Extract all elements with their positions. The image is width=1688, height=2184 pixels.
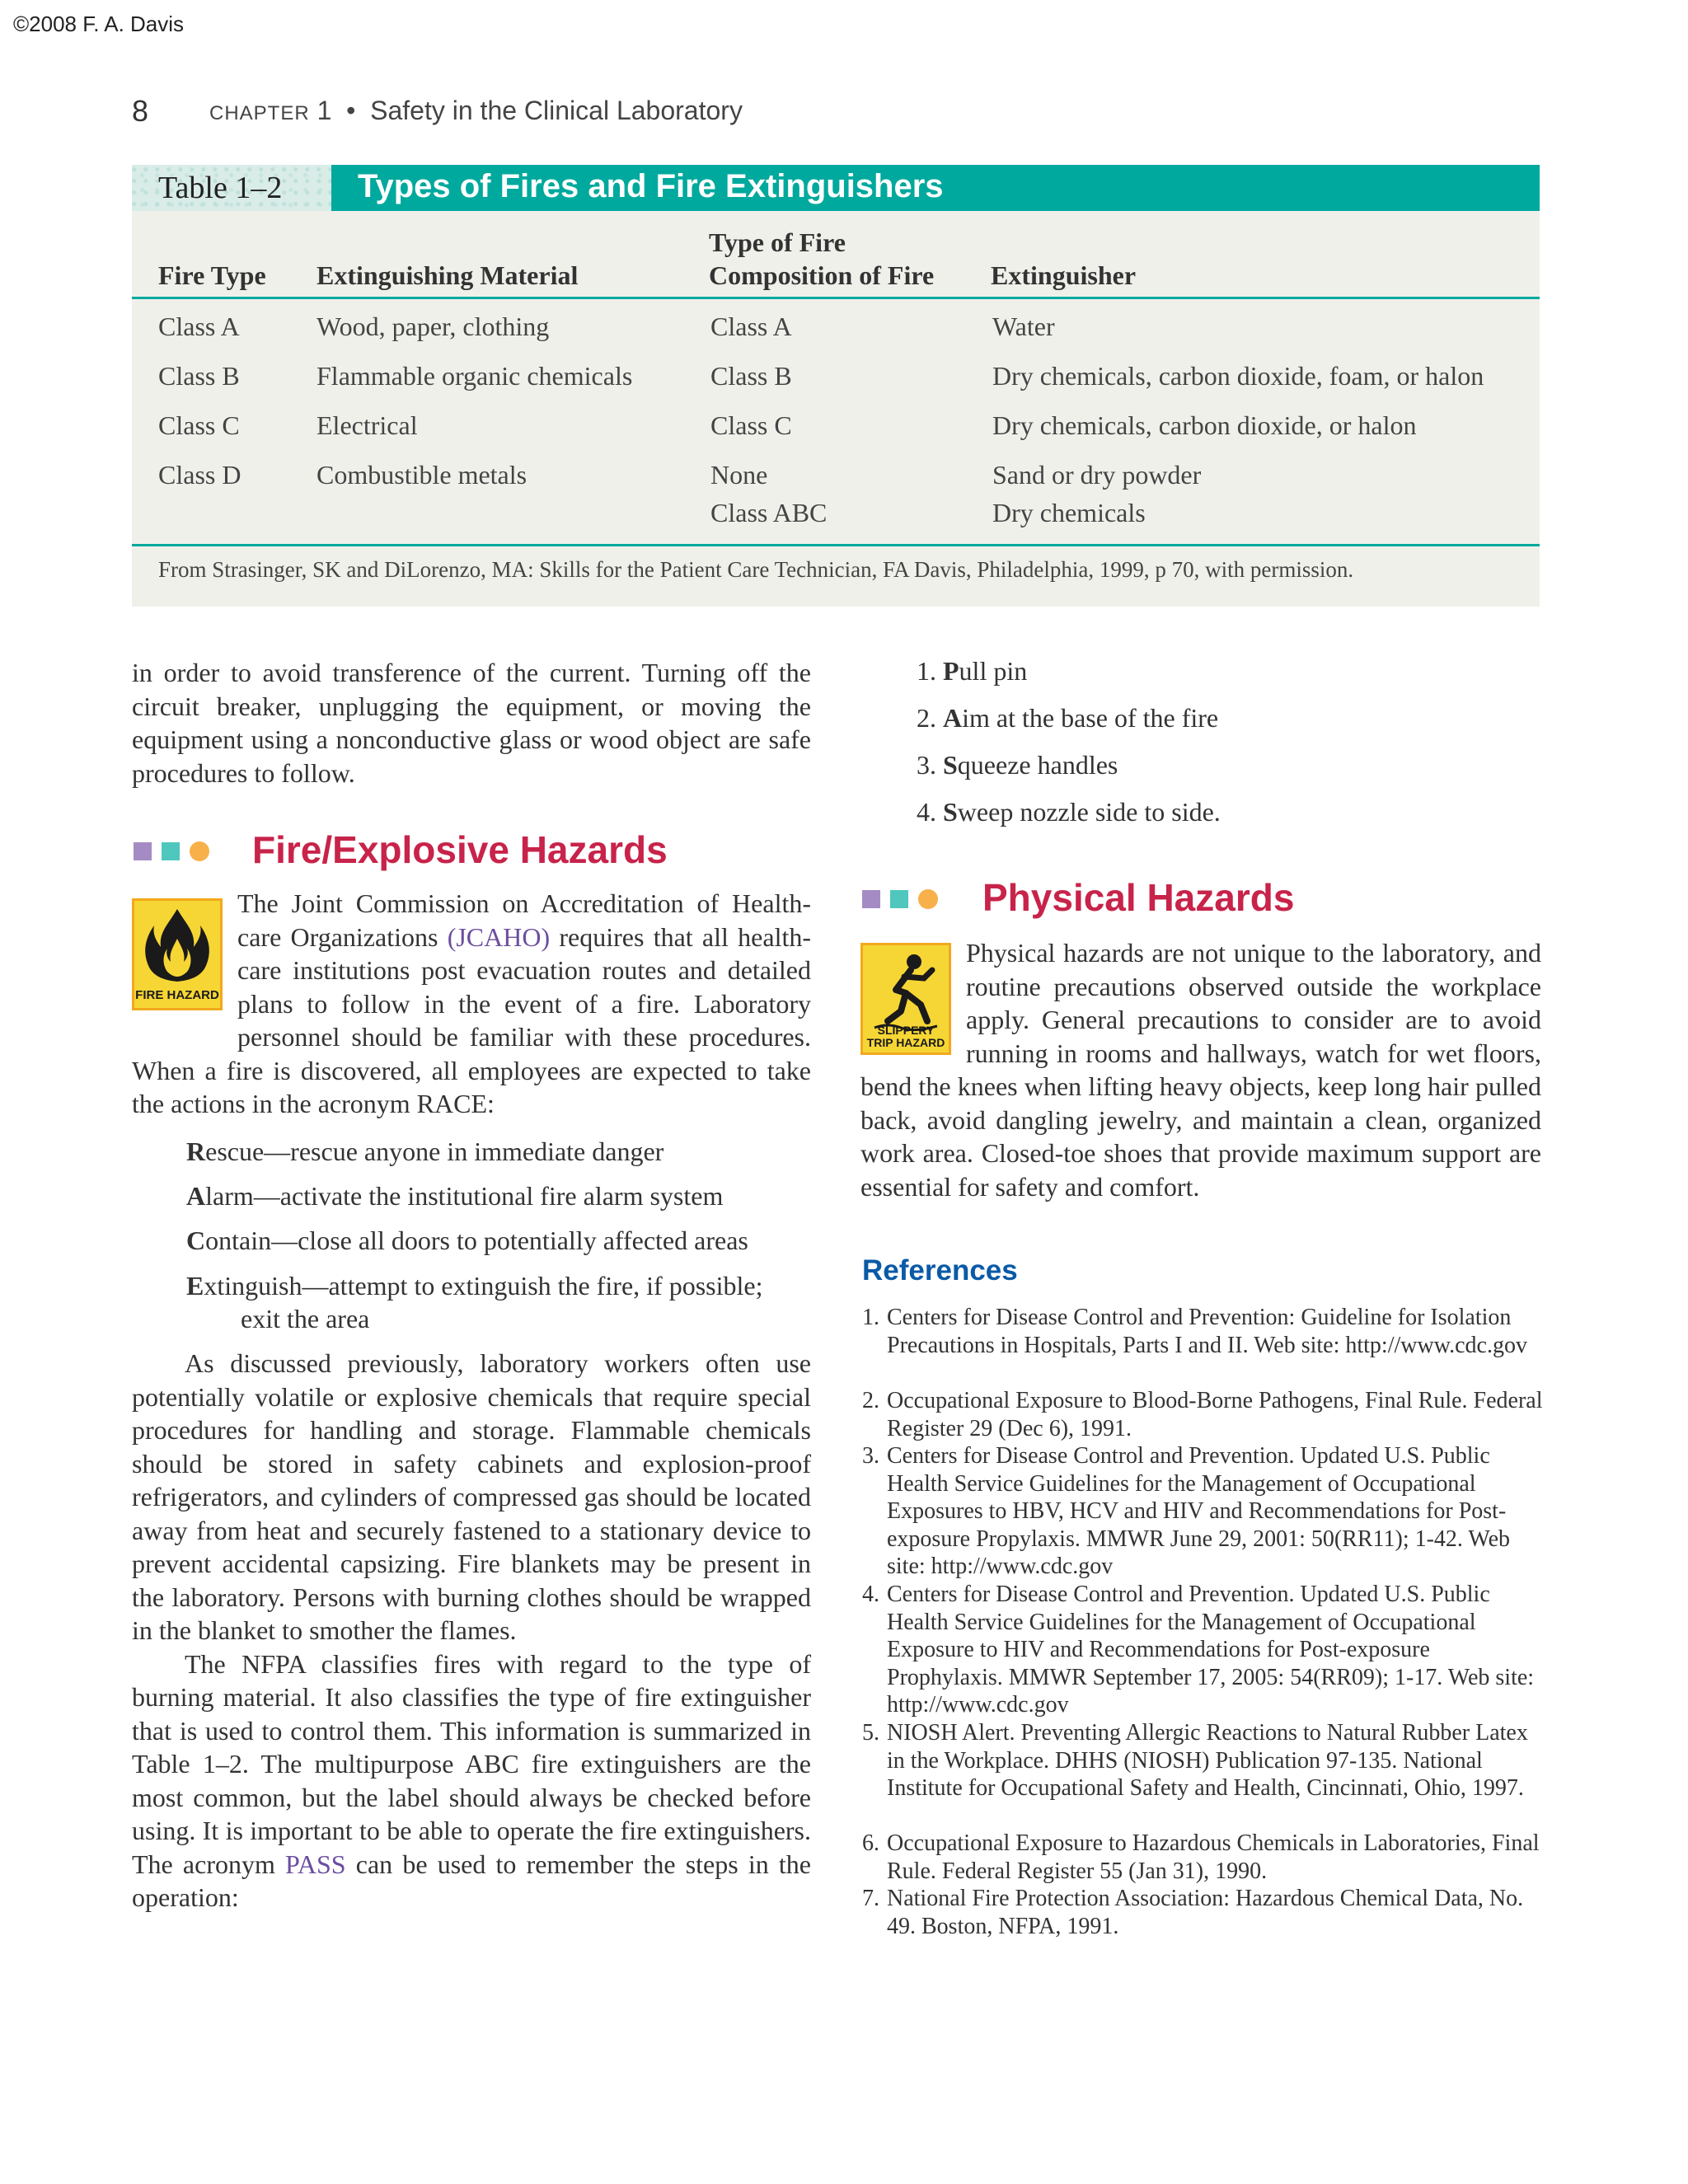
header-fire-type: Fire Type bbox=[158, 260, 266, 290]
jcaho-text: requires that all health-care institutions post evacuation routes and detailed plans to follow in the event of a fire. Laboratory personnel should be familiar with these procedures. When a fire is discovered, all employees are expected to take the actions in the acronym RACE: bbox=[132, 921, 811, 1118]
nfpa-text-part: The NFPA classifies fires with regard to the type of burning material. It also classifies the type of fire extinguisher that is used to control them. This information is summarized in Table 1–2. The multipurpose ABC fire extinguishers are the most common, but the label should always be checked before using. It is important to be able to operate the fire extinguishers. The acronym bbox=[132, 1648, 811, 1879]
intro-paragraph: in order to avoid transference of the current. Turning off the circuit breaker, unplugging the equipment, or moving the equipment using a nonconductive glass or wood object are safe procedures to follow. bbox=[132, 658, 811, 788]
pass-text: ull pin bbox=[959, 656, 1028, 686]
nfpa-text bbox=[132, 1647, 811, 1915]
pass-letter: S bbox=[943, 750, 958, 780]
table-label: Table 1–2 bbox=[158, 171, 283, 205]
table-cell: None bbox=[710, 460, 768, 490]
physical-hazards-paragraph bbox=[860, 936, 1541, 1203]
fire-hazard-icon-label: FIRE HAZARD bbox=[135, 988, 219, 1002]
table-label-box bbox=[132, 165, 331, 211]
pass-step-number: 1. bbox=[917, 656, 936, 686]
table-cell: Class A bbox=[158, 312, 240, 341]
race-item-rescue bbox=[186, 1135, 663, 1168]
table-cell: Water bbox=[992, 312, 1055, 341]
reference-number: 3. bbox=[862, 1443, 879, 1469]
reference-item bbox=[862, 1442, 1546, 1581]
table-title: Types of Fires and Fire Extinguishers bbox=[358, 168, 944, 204]
race-text: xtinguish—attempt to extinguish the fire, if possible; bbox=[204, 1271, 763, 1301]
slippery-label-line: SLIPPERY bbox=[877, 1024, 935, 1037]
race-text: larm—activate the institutional fire alarm system bbox=[205, 1181, 724, 1211]
physical-hazards-text: Physical hazards are not unique to the laboratory, and routine precautions observed outside the workplace apply. General precautions to consider are to avoid running in rooms and hallways, watch for wet floors, bend the knees when lifting heavy objects, keep long hair pulled back, avoid dangling jewelry, and maintain a clean, organized work area. Closed-toe shoes that provide maximum support are essential for safety and comfort. bbox=[860, 938, 1541, 1202]
reference-text: NIOSH Alert. Preventing Allergic Reactions to Natural Rubber Latex in the Workplace. DHHS (NIOSH) Publication 97-135. National Institute for Occupational Safety and Health, Cincinnati, Ohio, 1997. bbox=[887, 1720, 1528, 1801]
table-cell: Class ABC bbox=[710, 498, 828, 527]
race-text: escue—rescue anyone in immediate danger bbox=[205, 1137, 664, 1166]
table-cell: Class D bbox=[158, 460, 241, 490]
fire-types-table bbox=[132, 165, 1540, 607]
chapter-title: Safety in the Clinical Laboratory bbox=[370, 96, 743, 125]
bullet-separator: • bbox=[346, 96, 356, 125]
reference-text: Centers for Disease Control and Prevention: Guideline for Isolation Precautions in Hospitals, Parts I and II. Web site: http://www.cdc.gov bbox=[887, 1305, 1527, 1358]
table-cell: Electrical bbox=[316, 410, 418, 440]
table-cell: Class B bbox=[158, 361, 240, 391]
heading-dot-orange bbox=[190, 841, 209, 861]
physical-hazards-heading: Physical Hazards bbox=[982, 876, 1295, 919]
pass-step-4 bbox=[917, 797, 1221, 827]
table-bottom-rule bbox=[132, 544, 1540, 546]
pass-acronym: PASS bbox=[285, 1849, 346, 1879]
race-text: ontain—close all doors to potentially affected areas bbox=[205, 1226, 748, 1255]
pass-letter: P bbox=[943, 656, 959, 686]
header-type-of-fire: Type of Fire bbox=[709, 227, 846, 257]
race-item-alarm bbox=[186, 1179, 723, 1212]
pass-step-2 bbox=[917, 703, 1218, 733]
race-letter: C bbox=[186, 1226, 206, 1255]
header-rule bbox=[132, 297, 1540, 299]
table-source-note: From Strasinger, SK and DiLorenzo, MA: Skills for the Patient Care Technician, FA Davis, Philadelphia, 1999, p 70, with permission. bbox=[158, 557, 1354, 582]
chapter-number: 1 bbox=[316, 96, 332, 125]
pass-step-3 bbox=[917, 750, 1118, 780]
race-item-extinguish-cont: exit the area bbox=[241, 1304, 370, 1333]
jcaho-paragraph bbox=[132, 887, 811, 1121]
reference-text: Centers for Disease Control and Prevention. Updated U.S. Public Health Service Guidelines for the Management of Occupational Exposure to HIV and Recommendations for Post-exposure Prophylaxis. MMWR September 17, 2005: 54(RR09); 1-17. Web site: http://www.cdc.gov bbox=[887, 1582, 1535, 1718]
table-cell: Sand or dry powder bbox=[992, 460, 1202, 490]
reference-item bbox=[862, 1581, 1546, 1719]
page-number: 8 bbox=[132, 94, 149, 128]
table-cell: Class B bbox=[710, 361, 792, 391]
race-item-contain bbox=[186, 1224, 748, 1257]
table-title-bar bbox=[331, 165, 1540, 211]
references-heading: References bbox=[862, 1254, 1018, 1286]
table-cell: Dry chemicals bbox=[992, 498, 1146, 527]
header-extinguisher: Extinguisher bbox=[991, 260, 1137, 290]
reference-number: 4. bbox=[862, 1582, 879, 1607]
pass-step-number: 4. bbox=[917, 797, 936, 827]
heading-square-teal bbox=[890, 890, 908, 908]
table-cell: Dry chemicals, carbon dioxide, foam, or halon bbox=[992, 361, 1484, 391]
jcaho-text: The Joint Commission on Accreditation of Health-care Organizations bbox=[237, 888, 811, 952]
race-letter: R bbox=[186, 1137, 206, 1166]
reference-text: Occupational Exposure to Hazardous Chemicals in Laboratories, Final Rule. Federal Register 55 (Jan 31), 1990. bbox=[887, 1830, 1540, 1884]
header-extinguishing-material: Extinguishing Material bbox=[316, 260, 579, 290]
reference-item bbox=[862, 1387, 1546, 1442]
reference-number: 2. bbox=[862, 1388, 879, 1413]
heading-dot-orange bbox=[918, 889, 938, 909]
table-cell: Class A bbox=[710, 312, 792, 341]
fire-hazards-heading: Fire/Explosive Hazards bbox=[252, 828, 668, 871]
pass-text: weep nozzle side to side. bbox=[957, 797, 1221, 827]
reference-number: 6. bbox=[862, 1830, 879, 1856]
pass-letter: A bbox=[943, 703, 963, 733]
table-cell: Class C bbox=[158, 410, 240, 440]
pass-step-1 bbox=[917, 656, 1027, 687]
reference-text: Occupational Exposure to Blood-Borne Pathogens, Final Rule. Federal Register 29 (Dec 6), 1991. bbox=[887, 1388, 1543, 1441]
running-head bbox=[209, 96, 743, 126]
reference-item bbox=[862, 1830, 1546, 1885]
heading-square-teal bbox=[162, 842, 180, 860]
race-letter: E bbox=[186, 1271, 204, 1301]
copyright-notice: ©2008 F. A. Davis bbox=[13, 12, 185, 36]
trip-label-line: TRIP HAZARD bbox=[866, 1036, 945, 1049]
reference-number: 1. bbox=[862, 1305, 879, 1330]
reference-text: National Fire Protection Association: Hazardous Chemical Data, No. 49. Boston, NFPA, 1991. bbox=[887, 1886, 1524, 1939]
icon-float-spacer bbox=[132, 887, 237, 1024]
header-composition-of-fire: Composition of Fire bbox=[709, 260, 935, 290]
chapter-word: CHAPTER bbox=[209, 102, 310, 124]
table-cell: Flammable organic chemicals bbox=[316, 361, 633, 391]
reference-text: Centers for Disease Control and Prevention. Updated U.S. Public Health Service Guidelines for the Management of Occupational Exposures to HBV, HCV and HIV and Recommendations for Post-exposure Propylaxis. MMWR June 29, 2001: 50(RR11); 1-42. Web site: http://www.cdc.gov bbox=[887, 1443, 1511, 1579]
pass-step-number: 2. bbox=[917, 703, 936, 733]
reference-item bbox=[862, 1304, 1546, 1359]
jcaho-acronym: (JCAHO) bbox=[447, 921, 551, 952]
pass-text: im at the base of the fire bbox=[962, 703, 1219, 733]
pass-letter: S bbox=[943, 797, 958, 827]
race-letter: A bbox=[186, 1181, 206, 1211]
icon-float-spacer bbox=[860, 936, 966, 1068]
pass-text: queeze handles bbox=[957, 750, 1118, 780]
reference-item bbox=[862, 1885, 1546, 1940]
chemicals-text: As discussed previously, laboratory workers often use potentially volatile or explosive chemicals that require special procedures for handling and storage. Flammable chemicals should be stored in safety cabinets and explosion-proof refrigerators, and cylinders of compressed gas should be located away from heat and securely fastened to a stationary device to prevent accidental capsizing. Fire blankets may be present in the laboratory. Persons with burning clothes should be wrapped in the blanket to smother the flames. bbox=[132, 1348, 811, 1645]
table-cell: Dry chemicals, carbon dioxide, or halon bbox=[992, 410, 1417, 440]
reference-number: 7. bbox=[862, 1886, 879, 1911]
table-cell: Class C bbox=[710, 410, 792, 440]
race-item-extinguish bbox=[186, 1269, 762, 1302]
chemicals-paragraph bbox=[132, 1347, 811, 1915]
reference-number: 5. bbox=[862, 1720, 879, 1746]
heading-square-purple bbox=[134, 842, 152, 860]
table-cell: Wood, paper, clothing bbox=[316, 312, 550, 341]
heading-square-purple bbox=[862, 890, 880, 908]
reference-item bbox=[862, 1719, 1546, 1802]
table-cell: Combustible metals bbox=[316, 460, 528, 490]
pass-step-number: 3. bbox=[917, 750, 936, 780]
nfpa-text-part: can be used to remember the steps in the operation: bbox=[132, 1849, 812, 1912]
